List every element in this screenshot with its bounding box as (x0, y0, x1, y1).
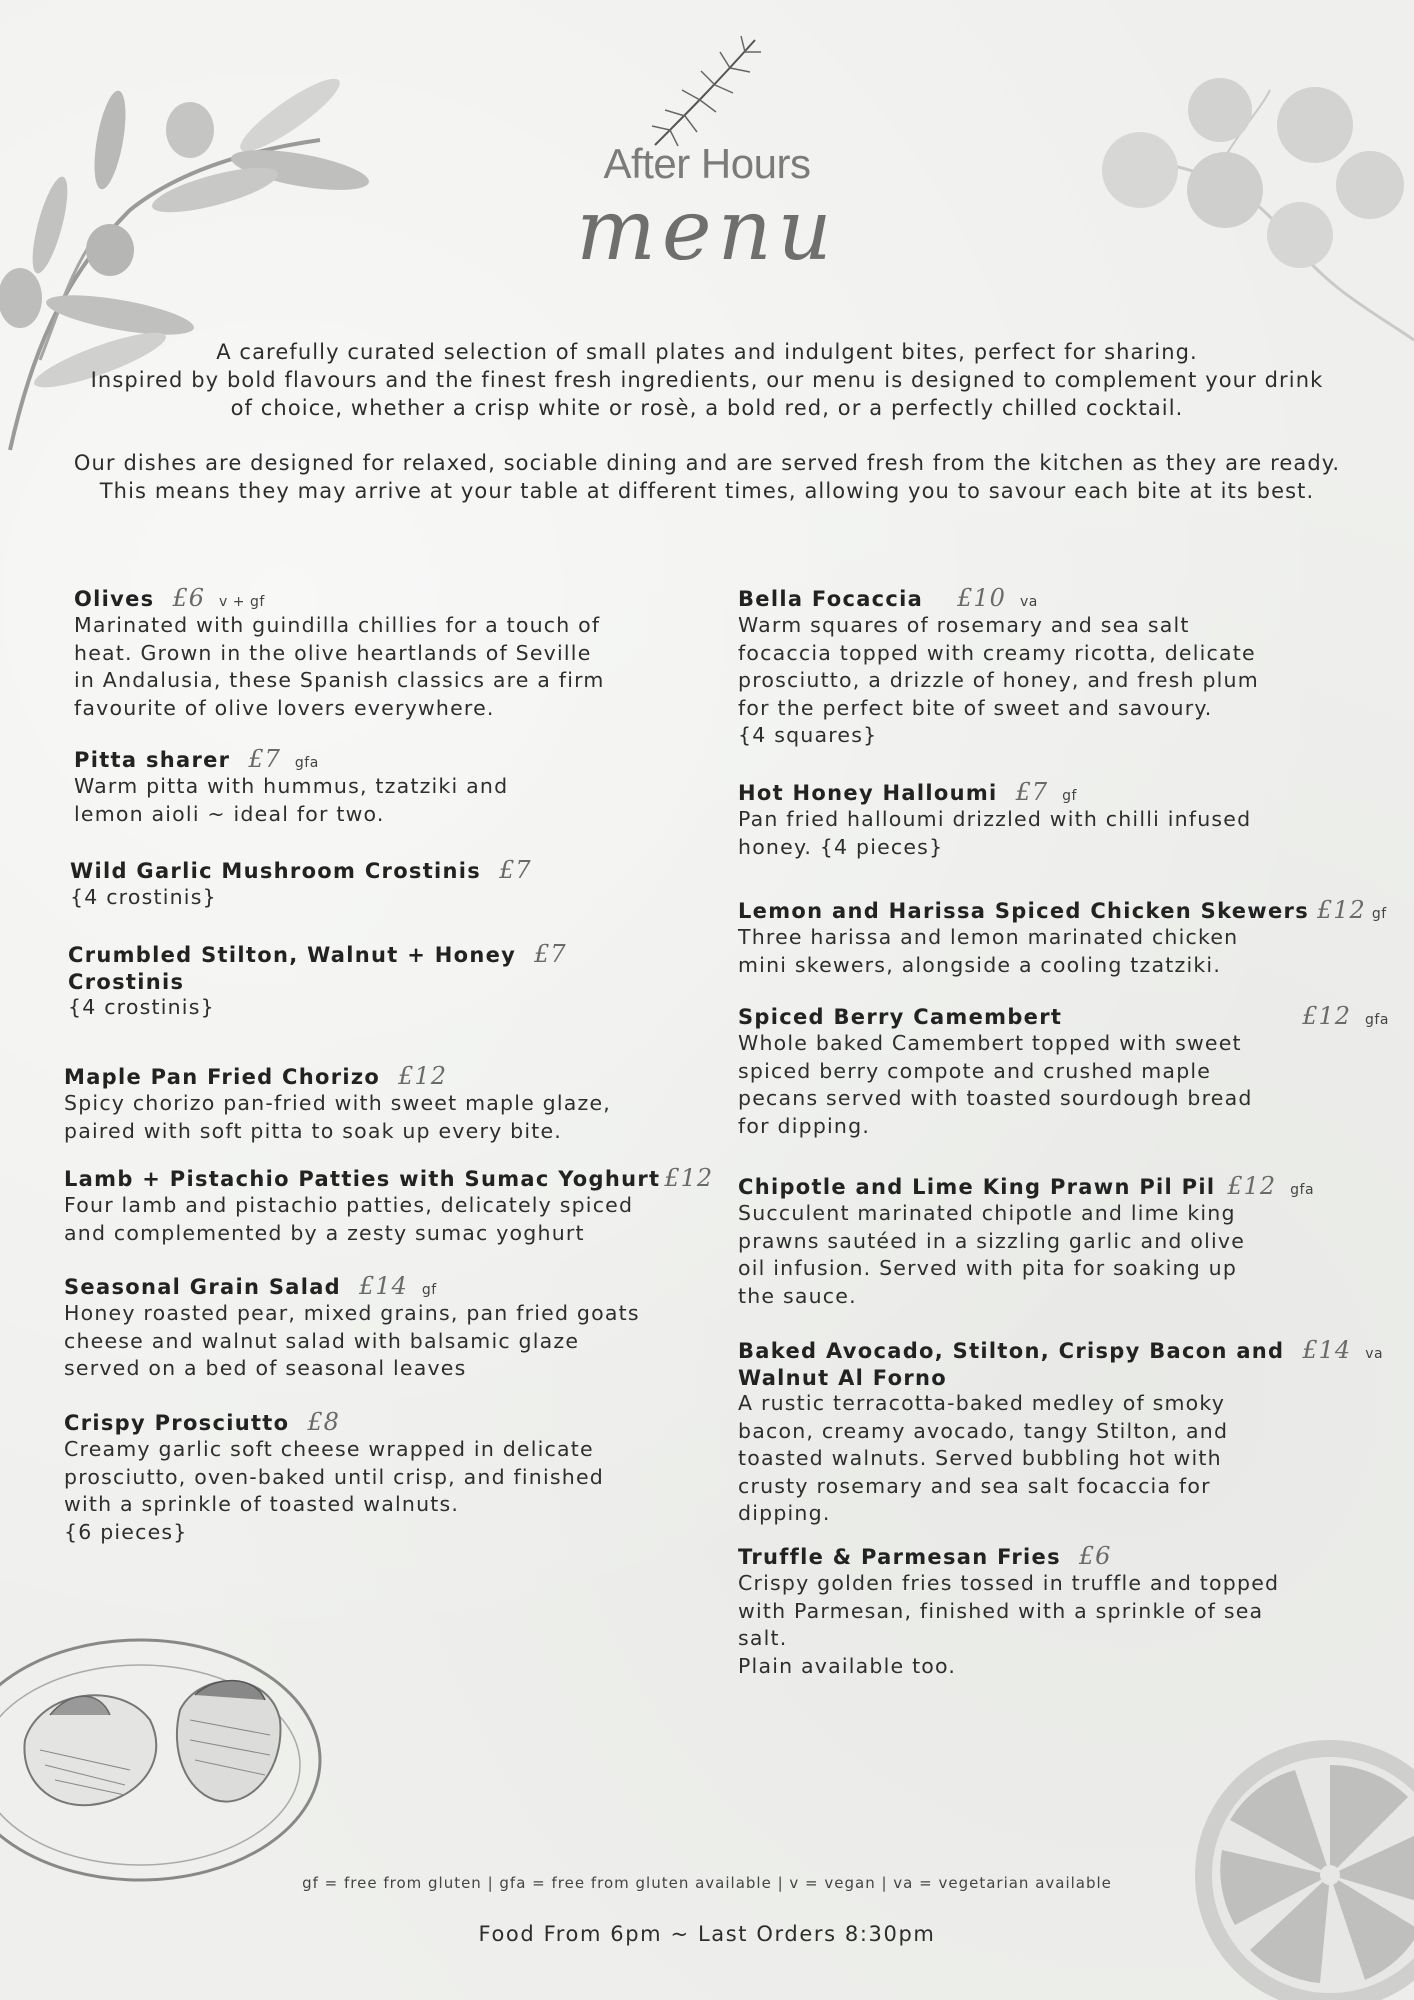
item-description: Creamy garlic soft cheese wrapped in delicate prosciutto, oven-baked until crisp, and finished with a sprinkle of toasted walnuts. {6 pieces} (64, 1437, 604, 1544)
dietary-tag: v + gf (219, 594, 265, 610)
menu-item-hot-honey-halloumi (738, 778, 1251, 861)
item-name: Wild Garlic Mushroom Crostinis (70, 859, 482, 883)
item-description: Four lamb and pistachio patties, delicately spiced and complemented by a zesty sumac yoghurt (64, 1193, 634, 1245)
dietary-tag: gf (1062, 788, 1077, 804)
lemon-slice-icon (1190, 1725, 1414, 2000)
menu-item-spiced-berry-camembert (738, 1002, 1389, 1140)
item-name: Bella Focaccia (738, 587, 924, 611)
menu-heading: After Hours (603, 140, 811, 187)
intro-paragraph-1: A carefully curated selection of small plates and indulgent bites, perfect for sharing. Inspired by bold flavours and the finest fresh ingredients, our menu is designed to complement your drink of choice, whether a crisp white or rosè, a bold red, or a perfectly chilled cocktail. (90, 340, 1324, 420)
item-price: £6 (172, 584, 206, 612)
item-name: Maple Pan Fried Chorizo (64, 1065, 381, 1089)
menu-script-title: menu (576, 181, 838, 279)
dietary-tag: va (1365, 1346, 1384, 1362)
item-price: £14 (1302, 1336, 1352, 1364)
menu-item-king-prawn-pil-pil (738, 1172, 1314, 1310)
intro-paragraph-2: Our dishes are designed for relaxed, sociable dining and are served fresh from the kitchen as they are ready. This means they may arrive at your table at different times, allowing you to savour each bite at its best. (73, 451, 1341, 503)
item-price: £10 (957, 584, 1006, 612)
menu-item-wild-garlic-crostinis (70, 856, 532, 912)
item-description: Crispy golden fries tossed in truffle and topped with Parmesan, finished with a sprinkle of sea salt. Plain available too. (738, 1571, 1280, 1678)
item-price: £12 (1302, 1002, 1352, 1030)
item-description: Warm pitta with hummus, tzatziki and lemon aioli ~ ideal for two. (74, 774, 509, 826)
menu-item-stilton-crostinis (68, 940, 567, 1022)
item-name: Lamb + Pistachio Patties with Sumac Yoghurt (64, 1167, 661, 1191)
item-description: Warm squares of rosemary and sea salt focaccia topped with creamy ricotta, delicate prosciutto, a drizzle of honey, and fresh plum for the perfect bite of sweet and savoury. {4 squares} (738, 613, 1259, 747)
item-price: £12 (664, 1164, 714, 1192)
menu-item-baked-avocado (738, 1336, 1383, 1528)
menu-item-olives (74, 584, 605, 722)
item-price: £12 (398, 1062, 447, 1090)
opening-hours: Food From 6pm ~ Last Orders 8:30pm (478, 1922, 936, 1946)
item-description: {4 crostinis} (70, 885, 217, 909)
item-name: Olives (74, 587, 155, 611)
item-name-line-2: Crostinis (68, 970, 185, 994)
menu-item-truffle-fries (738, 1542, 1279, 1680)
menu-item-maple-chorizo (64, 1062, 611, 1145)
item-description: Succulent marinated chipotle and lime king prawns sautéed in a sizzling garlic and olive oil infusion. Served with pita for soaking up the sauce. (738, 1201, 1246, 1308)
item-name: Baked Avocado, Stilton, Crispy Bacon and (738, 1339, 1285, 1363)
item-name: Crispy Prosciutto (64, 1411, 290, 1435)
menu-item-grain-salad (64, 1272, 640, 1383)
item-name: Chipotle and Lime King Prawn Pil Pil (738, 1175, 1216, 1199)
item-description: Honey roasted pear, mixed grains, pan fried goats cheese and walnut salad with balsamic glaze served on a bed of seasonal leaves (64, 1301, 640, 1380)
item-price: £7 (499, 856, 532, 884)
item-name: Spiced Berry Camembert (738, 1005, 1063, 1029)
dietary-tag: gf (1371, 906, 1387, 922)
item-description: {4 crostinis} (68, 995, 215, 1019)
item-price: £12 (1317, 896, 1366, 924)
item-price: £14 (359, 1272, 408, 1300)
menu-item-bella-focaccia (738, 584, 1259, 750)
item-price: £7 (248, 745, 281, 773)
menu-item-chicken-skewers (738, 896, 1387, 979)
dietary-tag: va (1019, 594, 1038, 610)
item-name: Truffle & Parmesan Fries (738, 1545, 1061, 1569)
item-name: Lemon and Harissa Spiced Chicken Skewers (738, 899, 1310, 923)
item-price: £7 (1015, 778, 1049, 806)
dietary-tag: gfa (1290, 1182, 1315, 1198)
dietary-legend: gf = free from gluten | gfa = free from gluten available | v = vegan | va = vegetarian available (302, 1874, 1112, 1892)
item-description: Spicy chorizo pan-fried with sweet maple glaze, paired with soft pitta to soak up every bite. (64, 1091, 611, 1143)
item-name: Crumbled Stilton, Walnut + Honey (68, 943, 517, 967)
item-name: Pitta sharer (74, 748, 231, 772)
dietary-tag: gfa (1365, 1012, 1389, 1028)
item-price: £6 (1078, 1542, 1112, 1570)
item-description: Pan fried halloumi drizzled with chilli infused honey. {4 pieces} (738, 807, 1252, 859)
item-name: Hot Honey Halloumi (738, 781, 998, 805)
item-price: £12 (1227, 1172, 1277, 1200)
item-description: A rustic terracotta-baked medley of smoky bacon, creamy avocado, tangy Stilton, and toasted walnuts. Served bubbling hot with crusty rosemary and sea salt focaccia for dipping. (738, 1391, 1229, 1525)
item-description: Marinated with guindilla chillies for a touch of heat. Grown in the olive heartlands of Seville in Andalusia, these Spanish classics are a firm favourite of olive lovers everywhere. (74, 613, 605, 720)
item-price: £7 (534, 940, 567, 968)
menu-item-pitta-sharer (74, 745, 508, 828)
item-name: Seasonal Grain Salad (64, 1275, 342, 1299)
item-description: Three harissa and lemon marinated chicken mini skewers, alongside a cooling tzatziki. (738, 925, 1239, 977)
menu-item-crispy-prosciutto (64, 1408, 604, 1546)
dietary-tag: gfa (294, 755, 319, 771)
menu-item-lamb-patties (64, 1164, 713, 1247)
item-price: £8 (307, 1408, 340, 1436)
bruschetta-plate-icon (0, 1620, 330, 1900)
item-name-line-2: Walnut Al Forno (738, 1366, 947, 1390)
dietary-tag: gf (421, 1282, 437, 1298)
item-description: Whole baked Camembert topped with sweet spiced berry compote and crushed maple pecans served with toasted sourdough bread for dipping. (738, 1031, 1253, 1138)
